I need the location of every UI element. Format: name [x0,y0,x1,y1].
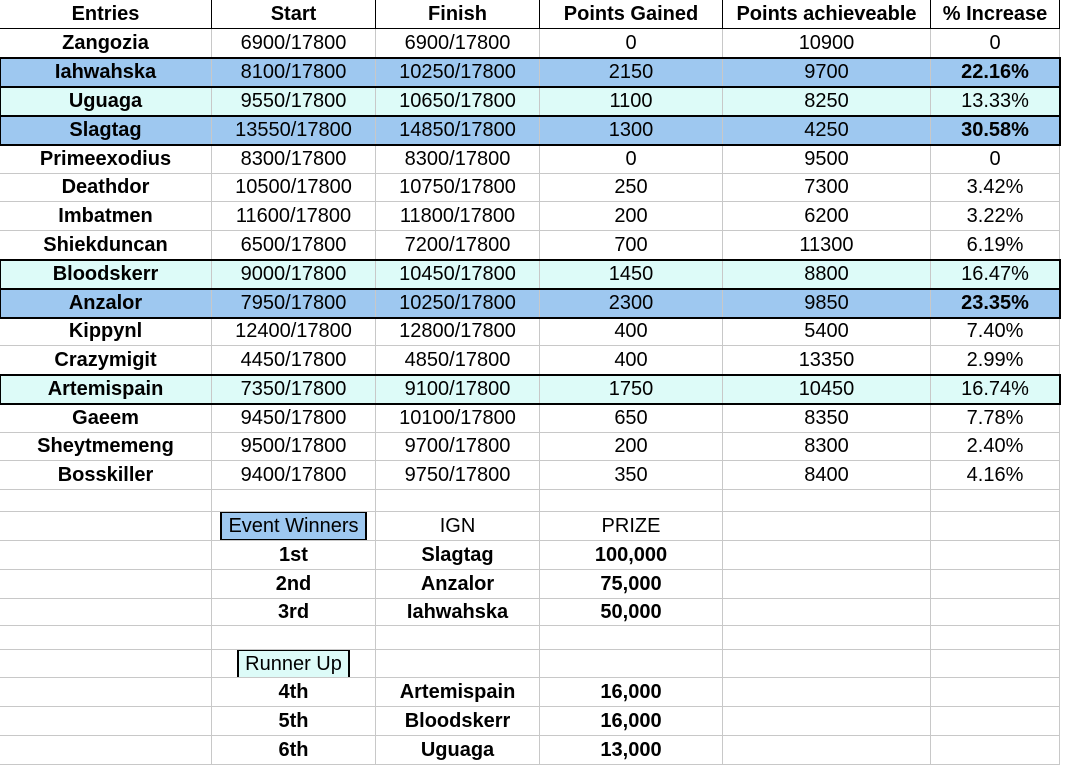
empty-cell[interactable] [931,490,1060,512]
winner-row [0,541,1060,570]
empty-cell[interactable] [931,541,1060,570]
runners-title-cell[interactable] [212,650,376,678]
points-achievable-cell[interactable]: 8250 [723,87,931,116]
table-row [0,231,1060,260]
entry-name-cell[interactable]: Sheytmemeng [0,433,212,461]
runner-up-row [0,678,1060,707]
points-achievable-cell[interactable]: 8350 [723,404,931,433]
finish-cell[interactable]: 10750/17800 [376,174,540,202]
increase-cell[interactable]: 16.74% [931,375,1060,404]
empty-cell[interactable] [0,736,212,765]
entry-name-cell[interactable]: Artemispain [0,375,212,404]
empty-cell[interactable] [540,650,723,678]
start-cell[interactable]: 9450/17800 [212,404,376,433]
points-gained-cell[interactable]: 1450 [540,260,723,289]
empty-cell[interactable] [723,736,931,765]
empty-cell[interactable] [931,707,1060,736]
winner-row [0,599,1060,626]
header-entries[interactable]: Entries [0,0,212,29]
start-cell[interactable]: 4450/17800 [212,346,376,375]
empty-cell[interactable] [723,707,931,736]
place-cell[interactable]: 3rd [212,599,376,626]
finish-cell[interactable]: 8300/17800 [376,145,540,174]
increase-cell[interactable]: 3.42% [931,174,1060,202]
entry-name-cell[interactable]: Zangozia [0,29,212,58]
points-gained-cell[interactable]: 650 [540,404,723,433]
increase-cell[interactable]: 4.16% [931,461,1060,490]
winners-title-cell[interactable] [212,512,376,541]
empty-row [0,626,1060,650]
header-row [0,0,1060,29]
table-row [0,174,1060,202]
empty-cell[interactable] [376,626,540,650]
points-gained-cell[interactable]: 400 [540,318,723,346]
start-cell[interactable]: 7950/17800 [212,289,376,318]
points-achievable-cell[interactable]: 8800 [723,260,931,289]
finish-cell[interactable]: 11800/17800 [376,202,540,231]
points-achievable-cell[interactable]: 8300 [723,433,931,461]
empty-cell[interactable] [723,490,931,512]
points-achievable-cell[interactable]: 5400 [723,318,931,346]
finish-cell[interactable]: 4850/17800 [376,346,540,375]
points-gained-cell[interactable]: 1300 [540,116,723,145]
entry-name-cell[interactable]: Iahwahska [0,58,212,87]
prize-cell[interactable]: 13,000 [540,736,723,765]
header-points-gained[interactable]: Points Gained [540,0,723,29]
start-cell[interactable]: 8100/17800 [212,58,376,87]
header-points-achievable[interactable]: Points achieveable [723,0,931,29]
ign-cell[interactable]: Anzalor [376,570,540,599]
place-cell[interactable]: 5th [212,707,376,736]
empty-cell[interactable] [376,490,540,512]
table-row [0,461,1060,490]
start-cell[interactable]: 9550/17800 [212,87,376,116]
points-achievable-cell[interactable]: 9700 [723,58,931,87]
table-row [0,289,1060,318]
empty-row [0,490,1060,512]
table-row [0,202,1060,231]
empty-cell[interactable] [212,626,376,650]
start-cell[interactable]: 9500/17800 [212,433,376,461]
runner-up-row [0,736,1060,765]
finish-cell[interactable]: 12800/17800 [376,318,540,346]
entry-name-cell[interactable]: Deathdor [0,174,212,202]
points-gained-cell[interactable]: 400 [540,346,723,375]
increase-cell[interactable]: 16.47% [931,260,1060,289]
table-row [0,375,1060,404]
prize-cell[interactable]: 16,000 [540,678,723,707]
prize-cell[interactable]: 16,000 [540,707,723,736]
finish-cell[interactable]: 9100/17800 [376,375,540,404]
finish-cell[interactable]: 10450/17800 [376,260,540,289]
entry-name-cell[interactable]: Anzalor [0,289,212,318]
empty-cell[interactable] [723,626,931,650]
points-gained-cell[interactable]: 2300 [540,289,723,318]
increase-cell[interactable]: 2.40% [931,433,1060,461]
table-row [0,260,1060,289]
start-cell[interactable]: 6900/17800 [212,29,376,58]
points-achievable-cell[interactable]: 10900 [723,29,931,58]
table-row [0,29,1060,58]
points-gained-cell[interactable]: 250 [540,174,723,202]
entry-name-cell[interactable]: Crazymigit [0,346,212,375]
entry-name-cell[interactable]: Slagtag [0,116,212,145]
empty-cell[interactable] [0,570,212,599]
increase-cell[interactable]: 7.78% [931,404,1060,433]
start-cell[interactable]: 12400/17800 [212,318,376,346]
empty-cell[interactable] [931,736,1060,765]
ign-cell[interactable]: Iahwahska [376,599,540,626]
points-gained-cell[interactable]: 700 [540,231,723,260]
entry-name-cell[interactable]: Bloodskerr [0,260,212,289]
prize-header-cell[interactable]: PRIZE [540,512,723,541]
start-cell[interactable]: 7350/17800 [212,375,376,404]
points-achievable-cell[interactable]: 6200 [723,202,931,231]
empty-cell[interactable] [723,599,931,626]
entry-name-cell[interactable]: Primeexodius [0,145,212,174]
empty-cell[interactable] [0,541,212,570]
points-gained-cell[interactable]: 200 [540,202,723,231]
table-row [0,87,1060,116]
finish-cell[interactable]: 7200/17800 [376,231,540,260]
runner-up-label: Runner Up [237,650,350,678]
ign-cell[interactable]: Bloodskerr [376,707,540,736]
start-cell[interactable]: 13550/17800 [212,116,376,145]
points-achievable-cell[interactable]: 4250 [723,116,931,145]
points-gained-cell[interactable]: 350 [540,461,723,490]
points-achievable-cell[interactable]: 7300 [723,174,931,202]
empty-cell[interactable] [723,650,931,678]
empty-cell[interactable] [723,570,931,599]
start-cell[interactable]: 11600/17800 [212,202,376,231]
winners-header-row [0,512,1060,541]
empty-cell[interactable] [723,678,931,707]
finish-cell[interactable]: 9750/17800 [376,461,540,490]
place-cell[interactable]: 6th [212,736,376,765]
empty-cell[interactable] [931,650,1060,678]
empty-cell[interactable] [931,678,1060,707]
entry-name-cell[interactable]: Shiekduncan [0,231,212,260]
start-cell[interactable]: 8300/17800 [212,145,376,174]
points-achievable-cell[interactable]: 9500 [723,145,931,174]
increase-cell[interactable]: 0 [931,145,1060,174]
runners-header-row [0,650,1060,678]
entry-name-cell[interactable]: Imbatmen [0,202,212,231]
empty-cell[interactable] [0,626,212,650]
empty-cell[interactable] [376,650,540,678]
empty-cell[interactable] [540,626,723,650]
place-cell[interactable]: 1st [212,541,376,570]
points-gained-cell[interactable]: 0 [540,145,723,174]
increase-cell[interactable]: 13.33% [931,87,1060,116]
header-increase[interactable]: % Increase [931,0,1060,29]
winner-row [0,570,1060,599]
empty-cell[interactable] [0,678,212,707]
empty-cell[interactable] [723,541,931,570]
empty-cell[interactable] [0,512,212,541]
entry-name-cell[interactable]: Uguaga [0,87,212,116]
ign-header-cell[interactable]: IGN [376,512,540,541]
empty-cell[interactable] [931,570,1060,599]
finish-cell[interactable]: 10100/17800 [376,404,540,433]
increase-cell[interactable]: 22.16% [931,58,1060,87]
event-winners-label: Event Winners [220,512,366,541]
entry-name-cell[interactable]: Kippynl [0,318,212,346]
empty-cell[interactable] [0,707,212,736]
table-row [0,58,1060,87]
points-achievable-cell[interactable]: 11300 [723,231,931,260]
table-row [0,346,1060,375]
empty-cell[interactable] [931,512,1060,541]
empty-cell[interactable] [540,490,723,512]
finish-cell[interactable]: 10250/17800 [376,289,540,318]
empty-cell[interactable] [0,650,212,678]
points-gained-cell[interactable]: 200 [540,433,723,461]
empty-cell[interactable] [723,512,931,541]
table-row [0,404,1060,433]
points-achievable-cell[interactable]: 10450 [723,375,931,404]
finish-cell[interactable]: 6900/17800 [376,29,540,58]
points-gained-cell[interactable]: 2150 [540,58,723,87]
points-gained-cell[interactable]: 1750 [540,375,723,404]
ign-cell[interactable]: Slagtag [376,541,540,570]
points-achievable-cell[interactable]: 13350 [723,346,931,375]
start-cell[interactable]: 9400/17800 [212,461,376,490]
start-cell[interactable]: 6500/17800 [212,231,376,260]
finish-cell[interactable]: 10650/17800 [376,87,540,116]
header-start[interactable]: Start [212,0,376,29]
increase-cell[interactable]: 2.99% [931,346,1060,375]
header-finish[interactable]: Finish [376,0,540,29]
increase-cell[interactable]: 30.58% [931,116,1060,145]
increase-cell[interactable]: 3.22% [931,202,1060,231]
runner-up-row [0,707,1060,736]
empty-cell[interactable] [931,599,1060,626]
entry-name-cell[interactable]: Bosskiller [0,461,212,490]
increase-cell[interactable]: 7.40% [931,318,1060,346]
place-cell[interactable]: 4th [212,678,376,707]
prize-cell[interactable]: 50,000 [540,599,723,626]
empty-cell[interactable] [931,626,1060,650]
entry-name-cell[interactable]: Gaeem [0,404,212,433]
increase-cell[interactable]: 23.35% [931,289,1060,318]
points-gained-cell[interactable]: 1100 [540,87,723,116]
table-row [0,433,1060,461]
prize-cell[interactable]: 75,000 [540,570,723,599]
increase-cell[interactable]: 0 [931,29,1060,58]
start-cell[interactable]: 9000/17800 [212,260,376,289]
table-row [0,145,1060,174]
empty-cell[interactable] [212,490,376,512]
prize-cell[interactable]: 100,000 [540,541,723,570]
finish-cell[interactable]: 14850/17800 [376,116,540,145]
ign-cell[interactable]: Artemispain [376,678,540,707]
points-achievable-cell[interactable]: 8400 [723,461,931,490]
increase-cell[interactable]: 6.19% [931,231,1060,260]
ign-cell[interactable]: Uguaga [376,736,540,765]
points-gained-cell[interactable]: 0 [540,29,723,58]
finish-cell[interactable]: 10250/17800 [376,58,540,87]
start-cell[interactable]: 10500/17800 [212,174,376,202]
table-row [0,318,1060,346]
table-row [0,116,1060,145]
place-cell[interactable]: 2nd [212,570,376,599]
points-achievable-cell[interactable]: 9850 [723,289,931,318]
empty-cell[interactable] [0,490,212,512]
finish-cell[interactable]: 9700/17800 [376,433,540,461]
empty-cell[interactable] [0,599,212,626]
